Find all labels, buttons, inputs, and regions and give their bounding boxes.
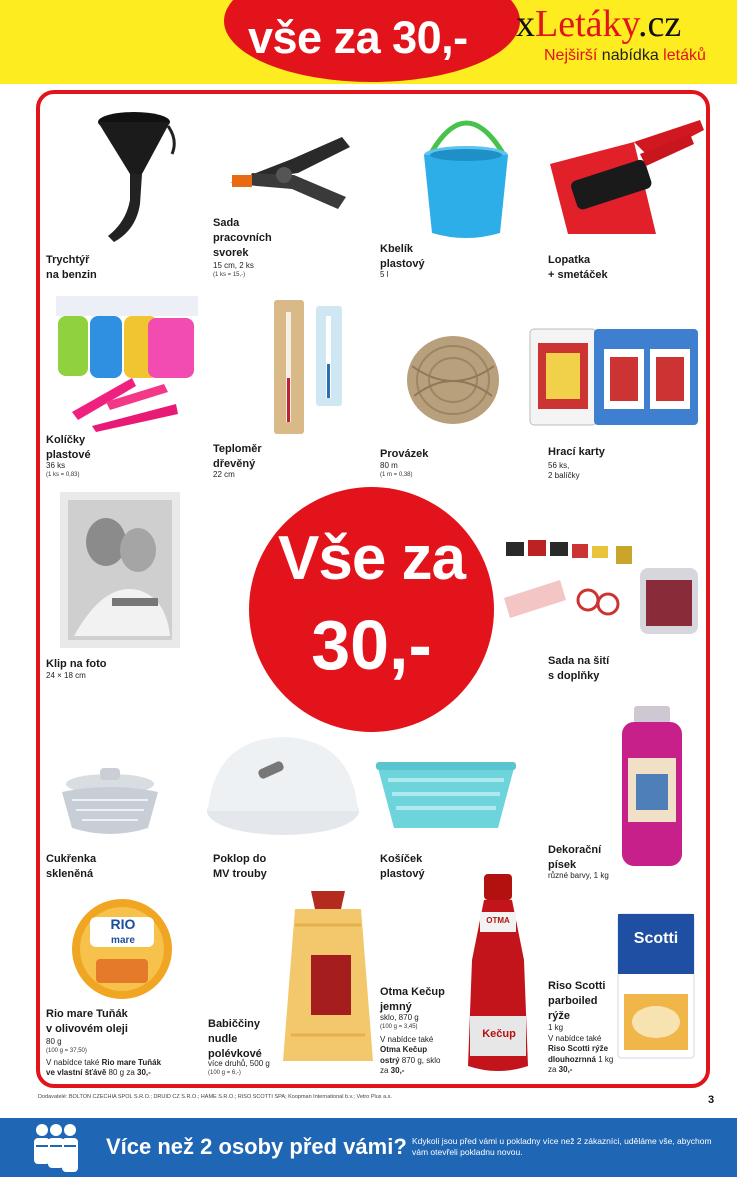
product-detail: 22 cm xyxy=(213,470,235,479)
product-name: Teploměr dřevěný xyxy=(213,443,262,470)
sugar-bowl-image xyxy=(52,752,170,842)
microwave-cover-image xyxy=(202,725,364,849)
promo-line2: 30,- xyxy=(311,606,432,684)
product-detail: 1 kg xyxy=(548,1023,564,1032)
product-name: Otma Kečup jemný xyxy=(380,986,445,1013)
product-name: Lopatka + smetáček xyxy=(548,254,608,281)
ketchup-brand-label: OTMA xyxy=(486,916,510,925)
basket-image xyxy=(370,746,522,836)
product-detail: 80 m xyxy=(380,461,398,470)
brand-tagline: Nejširší nabídka letáků xyxy=(544,47,706,64)
product-detail: 36 ks xyxy=(46,461,66,470)
ketchup-label: Kečup xyxy=(482,1028,516,1040)
dustpan-image xyxy=(540,114,708,246)
funnel-image xyxy=(84,100,184,252)
thermometer-image xyxy=(264,294,352,438)
product-detail: 5 l xyxy=(380,270,389,279)
promo-line1: Vše za xyxy=(277,524,466,593)
rice-brand-label: Scotti xyxy=(633,930,679,947)
decorative-sand-image xyxy=(612,702,692,870)
product-unit-price: (100 g = 37,50) xyxy=(46,1048,87,1054)
header-banner-text: vše za 30,- xyxy=(248,12,468,63)
product-name: Trychtýř na benzin xyxy=(46,254,97,281)
suppliers-footnote: Dodavatelé: BOLTON CZECHIA SPOL S.R.O.; DRUID CZ S.R.O.; HAME S.R.O.; RISO SCOTTI SPA; Koopman International b.v.; Vetro Plus a.s. xyxy=(38,1094,392,1100)
sewing-kit-image xyxy=(496,528,706,640)
bottom-heading: Více než 2 osoby před vámi? xyxy=(106,1134,407,1159)
playing-cards-image xyxy=(524,323,704,433)
product-detail: 56 ks, xyxy=(548,461,570,470)
product-detail: sklo, 870 g xyxy=(380,1013,419,1022)
brand-tld: .cz xyxy=(638,3,682,45)
product-detail: 80 g xyxy=(46,1037,62,1046)
twine-image xyxy=(398,326,508,432)
product-name: Hrací karty xyxy=(548,446,605,458)
product-alt-offer: V nabídce také Rio mare Tuňák ve vlastní šťávě 80 g za 30,- xyxy=(46,1058,162,1078)
bucket-image xyxy=(408,105,524,243)
clothespins-image xyxy=(52,292,202,432)
product-alt-offer: V nabídce také Otma Kečup ostrý 870 g, sklo za 30,- xyxy=(380,1035,441,1076)
people-icon xyxy=(30,1122,82,1177)
product-detail: 2 balíčky xyxy=(548,471,580,480)
product-alt-offer: V nabídce také Riso Scotti rýže dlouhozrnná 1 kg za 30,- xyxy=(548,1034,614,1075)
product-name: Kolíčky plastové xyxy=(46,434,91,461)
product-name: Babiččiny nudle polévkové xyxy=(208,1018,262,1060)
product-name: Košíček plastový xyxy=(380,853,425,880)
brand-logo[interactable] xyxy=(516,5,681,43)
tuna-can-image xyxy=(66,893,178,1005)
clamp-image xyxy=(222,131,362,215)
brand-x: x xyxy=(516,3,535,45)
product-name: Kbelík plastový xyxy=(380,243,425,270)
product-name: Klip na foto xyxy=(46,658,107,670)
product-name: Cukřenka skleněná xyxy=(46,853,97,880)
product-name: Riso Scotti parboiled rýže xyxy=(548,980,606,1022)
product-name: Poklop do MV trouby xyxy=(213,853,267,880)
product-name: Dekorační písek xyxy=(548,844,602,871)
product-unit-price: (1 ks = 0,83) xyxy=(46,472,80,478)
tuna-brand-label: RIO mare xyxy=(110,916,136,946)
product-detail: 24 × 18 cm xyxy=(46,671,86,680)
product-name: Sada na šití s doplňky xyxy=(548,655,610,682)
ketchup-bottle-image xyxy=(458,870,538,1078)
product-detail: různé barvy, 1 kg xyxy=(548,871,609,880)
product-detail: více druhů, 500 g xyxy=(208,1059,270,1068)
product-unit-price: (100 g = 3,45) xyxy=(380,1024,418,1030)
photo-clip-image xyxy=(54,486,186,654)
product-name: Provázek xyxy=(380,448,429,460)
product-detail: 15 cm, 2 ks xyxy=(213,261,254,270)
brand-main: Letáky xyxy=(535,3,639,45)
noodles-image xyxy=(275,885,381,1069)
product-unit-price: (1 ks = 15,-) xyxy=(213,272,246,278)
product-name: Sada pracovních svorek xyxy=(213,217,272,259)
product-unit-price: (100 g = 6,-) xyxy=(208,1070,241,1076)
page-number: 3 xyxy=(708,1094,715,1106)
bottom-note: Kdykoli jsou před vámi u pokladny více než 2 zákazníci, uděláme vše, abychom vám otevřeli pokladnu novou. xyxy=(412,1136,712,1158)
product-name: Rio mare Tuňák v olivovém oleji xyxy=(46,1008,128,1035)
product-unit-price: (1 m = 0,38) xyxy=(380,472,413,478)
